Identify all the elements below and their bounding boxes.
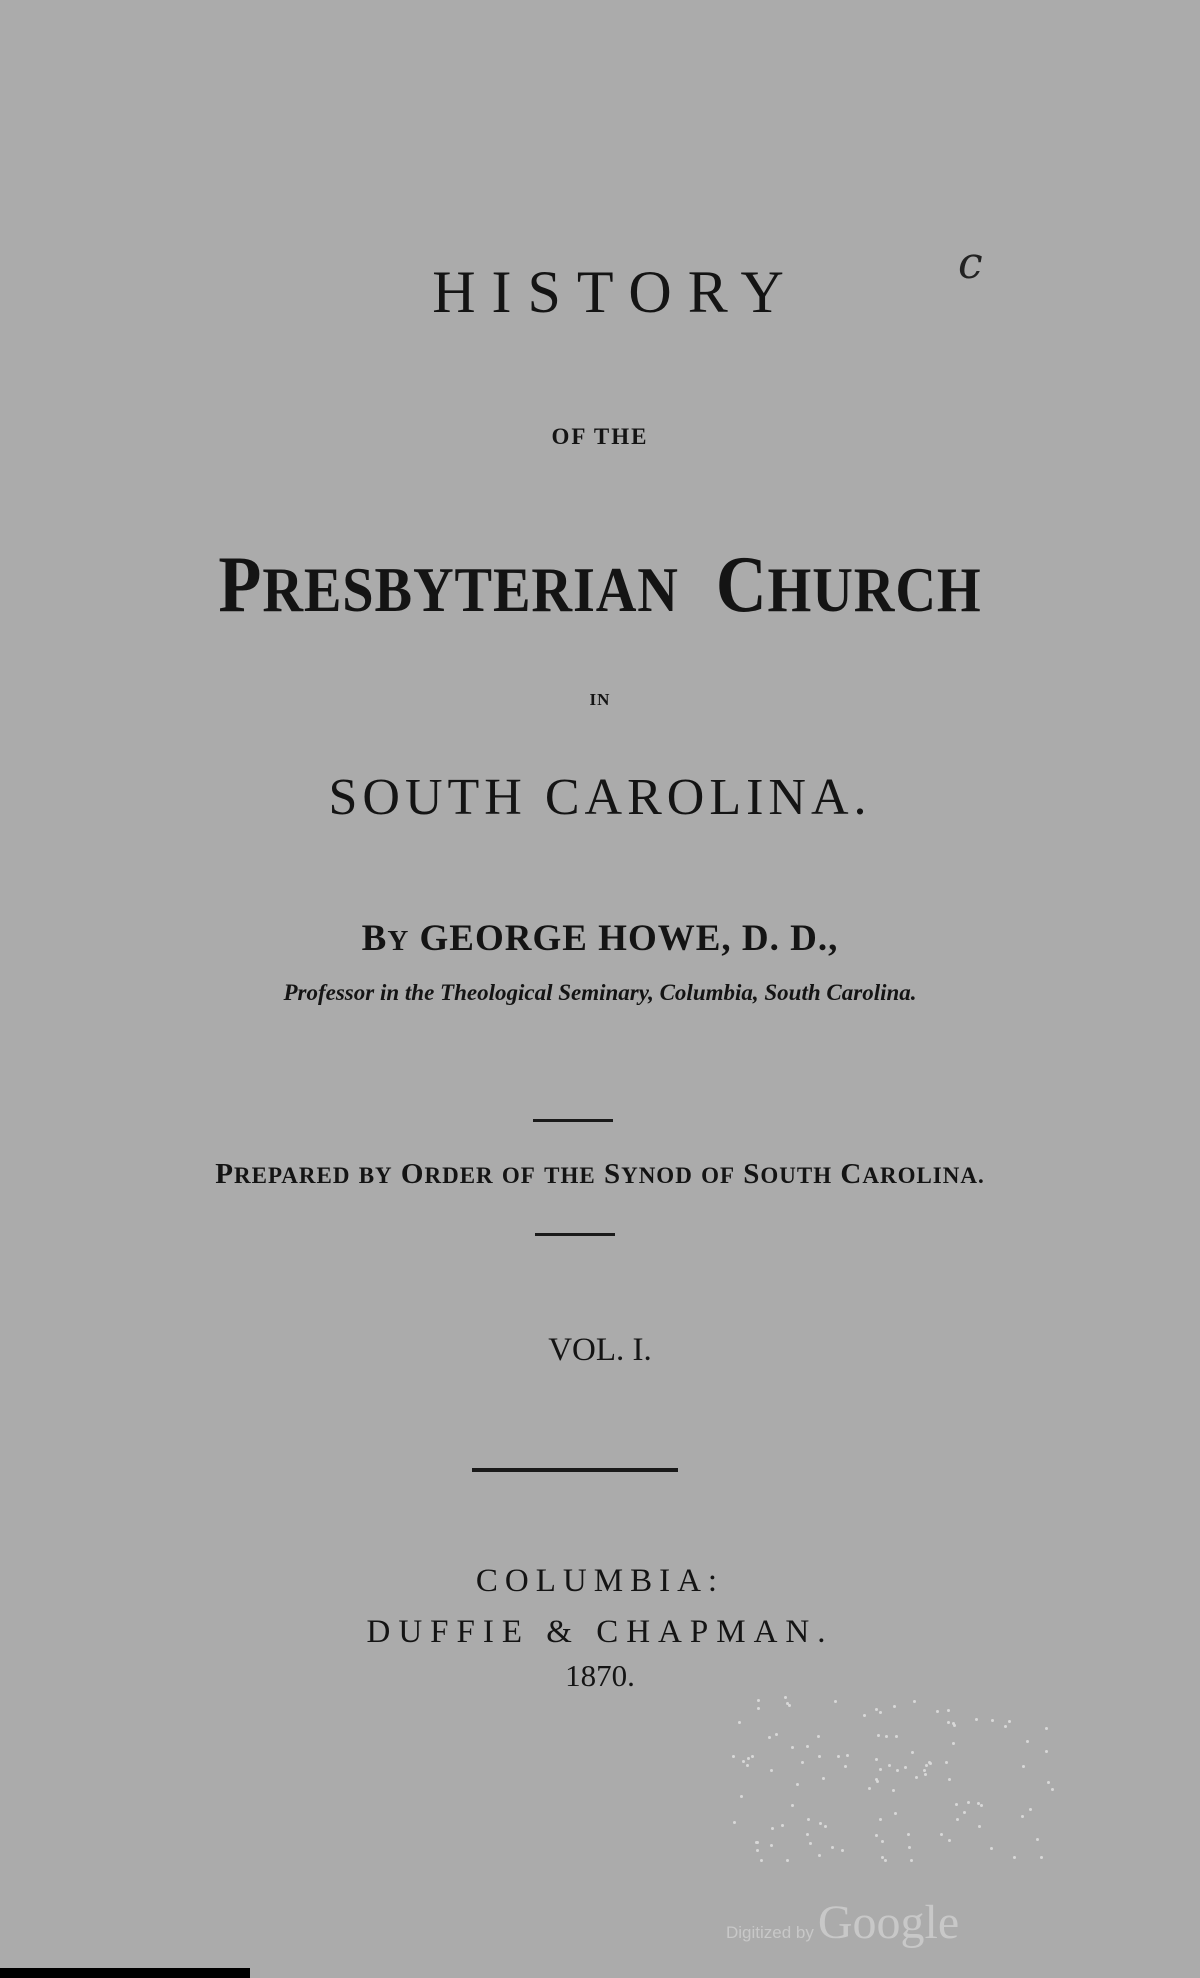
- stamp-dot: [742, 1760, 745, 1763]
- stamp-dot: [796, 1783, 799, 1786]
- stamp-dot: [1045, 1727, 1048, 1730]
- stamp-dot: [967, 1801, 970, 1804]
- stamp-dot: [904, 1766, 907, 1769]
- stamp-dot: [1036, 1838, 1039, 1841]
- stamp-dot: [1013, 1856, 1016, 1859]
- stamp-dot: [1045, 1750, 1048, 1753]
- stamp-dot: [757, 1707, 760, 1710]
- prepared-word: THE: [544, 1163, 596, 1188]
- divider-rule: [533, 1119, 613, 1122]
- stamp-dot: [908, 1846, 911, 1849]
- prepared-by-line: [0, 1158, 1200, 1191]
- stamp-dot: [747, 1757, 750, 1760]
- author-line: [0, 917, 1200, 960]
- stamp-dot: [980, 1804, 983, 1807]
- stamp-dot: [948, 1839, 951, 1842]
- digitized-by-text: Digitized by: [726, 1923, 814, 1942]
- stamp-dot: [806, 1745, 809, 1748]
- stamp-dot: [768, 1736, 771, 1739]
- stamp-dot: [925, 1764, 928, 1767]
- stamp-dot: [910, 1859, 913, 1862]
- imprint-publisher: DUFFIE & CHAPMAN.: [366, 1614, 834, 1650]
- stamp-dot: [877, 1734, 880, 1737]
- title-south-carolina: SOUTH CAROLINA.: [328, 769, 872, 826]
- google-watermark: [726, 1895, 959, 1950]
- stamp-dot: [781, 1824, 784, 1827]
- stamp-dot: [913, 1700, 916, 1703]
- stamp-dot: [818, 1755, 821, 1758]
- stamp-dot: [875, 1708, 878, 1711]
- stamp-dot: [879, 1768, 882, 1771]
- divider-rule: [535, 1233, 615, 1236]
- stamp-dot: [757, 1699, 760, 1702]
- title-presbyterian-church: [72, 540, 1128, 631]
- stamp-dot: [788, 1704, 791, 1707]
- prepared-word: OF: [701, 1163, 736, 1188]
- stamp-dot: [978, 1825, 981, 1828]
- stamp-dot: [915, 1776, 918, 1779]
- stamp-dot: [760, 1859, 763, 1862]
- prepared-word: AROLINA.: [862, 1163, 985, 1188]
- library-stamp: [730, 1696, 1070, 1871]
- stamp-dot: [1021, 1815, 1024, 1818]
- stamp-dot: [834, 1700, 837, 1703]
- stamp-dot: [893, 1705, 896, 1708]
- imprint-year: 1870.: [565, 1658, 635, 1693]
- prepared-word: OF: [501, 1163, 536, 1188]
- stamp-dot: [1047, 1781, 1050, 1784]
- stamp-dot: [824, 1825, 827, 1828]
- stamp-dot: [953, 1724, 956, 1727]
- stamp-dot: [837, 1755, 840, 1758]
- stamp-dot: [801, 1761, 804, 1764]
- stamp-dot: [956, 1818, 959, 1821]
- stamp-dot: [963, 1811, 966, 1814]
- handwritten-mark: c: [958, 238, 983, 289]
- stamp-dot: [791, 1746, 794, 1749]
- stamp-dot: [879, 1711, 882, 1714]
- stamp-dot: [879, 1818, 882, 1821]
- stamp-dot: [884, 1859, 887, 1862]
- stamp-dot: [896, 1769, 899, 1772]
- stamp-dot: [947, 1721, 950, 1724]
- stamp-dot: [923, 1769, 926, 1772]
- stamp-dot: [786, 1702, 789, 1705]
- stamp-dot: [770, 1769, 773, 1772]
- author-by-rest: Y: [387, 925, 410, 957]
- title-in: IN: [589, 690, 611, 709]
- stamp-dot: [786, 1859, 789, 1862]
- stamp-dot: [881, 1856, 884, 1859]
- stamp-dot: [875, 1758, 878, 1761]
- stamp-dot: [955, 1803, 958, 1806]
- stamp-dot: [784, 1696, 787, 1699]
- stamp-dot: [819, 1822, 822, 1825]
- divider-rule: [472, 1468, 678, 1472]
- prepared-word: OUTH: [760, 1163, 833, 1188]
- stamp-dot: [924, 1773, 927, 1776]
- stamp-dot: [885, 1735, 888, 1738]
- stamp-dot: [868, 1787, 871, 1790]
- stamp-dot: [1022, 1765, 1025, 1768]
- author-affiliation: Professor in the Theological Seminary, Columbia, South Carolina.: [283, 980, 917, 1005]
- prepared-word: S: [603, 1158, 622, 1190]
- scan-edge-artifact: [0, 1968, 250, 1978]
- volume-label: VOL. I.: [548, 1332, 652, 1368]
- stamp-dot: [975, 1718, 978, 1721]
- stamp-dot: [738, 1721, 741, 1724]
- stamp-dot: [818, 1854, 821, 1857]
- title-church-cap: C: [715, 541, 768, 629]
- stamp-dot: [1026, 1740, 1029, 1743]
- stamp-dot: [990, 1847, 993, 1850]
- stamp-dot: [947, 1709, 950, 1712]
- stamp-dot: [806, 1833, 809, 1836]
- prepared-word: S: [743, 1158, 761, 1190]
- stamp-dot: [844, 1765, 847, 1768]
- stamp-dot: [875, 1834, 878, 1837]
- prepared-word: YNOD: [621, 1163, 693, 1188]
- stamp-dot: [751, 1755, 754, 1758]
- stamp-dot: [888, 1764, 891, 1767]
- stamp-dot: [770, 1844, 773, 1847]
- stamp-dot: [894, 1812, 897, 1815]
- stamp-dot: [733, 1821, 736, 1824]
- stamp-dot: [807, 1818, 810, 1821]
- stamp-dot: [952, 1742, 955, 1745]
- stamp-dot: [948, 1778, 951, 1781]
- title-presbyterian-rest: RESBYTERIAN: [262, 554, 679, 625]
- stamp-dot: [841, 1849, 844, 1852]
- stamp-dot: [1029, 1808, 1032, 1811]
- imprint-city: COLUMBIA:: [475, 1563, 725, 1599]
- prepared-word: P: [215, 1158, 234, 1190]
- stamp-dot: [822, 1777, 825, 1780]
- stamp-dot: [746, 1764, 749, 1767]
- stamp-dot: [817, 1735, 820, 1738]
- prepared-word: REPARED: [234, 1163, 351, 1188]
- stamp-dot: [791, 1804, 794, 1807]
- stamp-dot: [846, 1754, 849, 1757]
- stamp-dot: [875, 1778, 878, 1781]
- stamp-dot: [991, 1719, 994, 1722]
- author-by-cap: B: [361, 918, 388, 959]
- stamp-dot: [977, 1802, 980, 1805]
- stamp-dot: [1008, 1720, 1011, 1723]
- title-presbyterian-cap: P: [218, 541, 263, 629]
- stamp-dot: [940, 1833, 943, 1836]
- stamp-dot: [809, 1842, 812, 1845]
- stamp-dot: [756, 1849, 759, 1852]
- stamp-dot: [1040, 1856, 1043, 1859]
- stamp-dot: [863, 1714, 866, 1717]
- stamp-dot: [936, 1710, 939, 1713]
- author-name: GEORGE HOWE, D. D.,: [419, 918, 839, 959]
- stamp-dot: [771, 1827, 774, 1830]
- google-logo: Google: [817, 1896, 960, 1949]
- stamp-dot: [881, 1840, 884, 1843]
- title-church-rest: HURCH: [767, 554, 982, 625]
- stamp-dot: [911, 1751, 914, 1754]
- stamp-dot: [1004, 1725, 1007, 1728]
- stamp-dot: [892, 1789, 895, 1792]
- stamp-dot: [945, 1761, 948, 1764]
- stamp-dot: [1051, 1788, 1054, 1791]
- title-history: HISTORY: [432, 259, 800, 325]
- prepared-word: O: [400, 1158, 425, 1190]
- stamp-dot: [775, 1733, 778, 1736]
- stamp-dot: [732, 1755, 735, 1758]
- prepared-word: C: [840, 1158, 863, 1190]
- stamp-dot: [907, 1833, 910, 1836]
- prepared-word: BY: [358, 1163, 393, 1188]
- title-of-the: OF THE: [551, 424, 649, 449]
- stamp-dot: [895, 1735, 898, 1738]
- prepared-word: RDER: [424, 1163, 494, 1188]
- stamp-dot: [831, 1846, 834, 1849]
- stamp-dot: [740, 1795, 743, 1798]
